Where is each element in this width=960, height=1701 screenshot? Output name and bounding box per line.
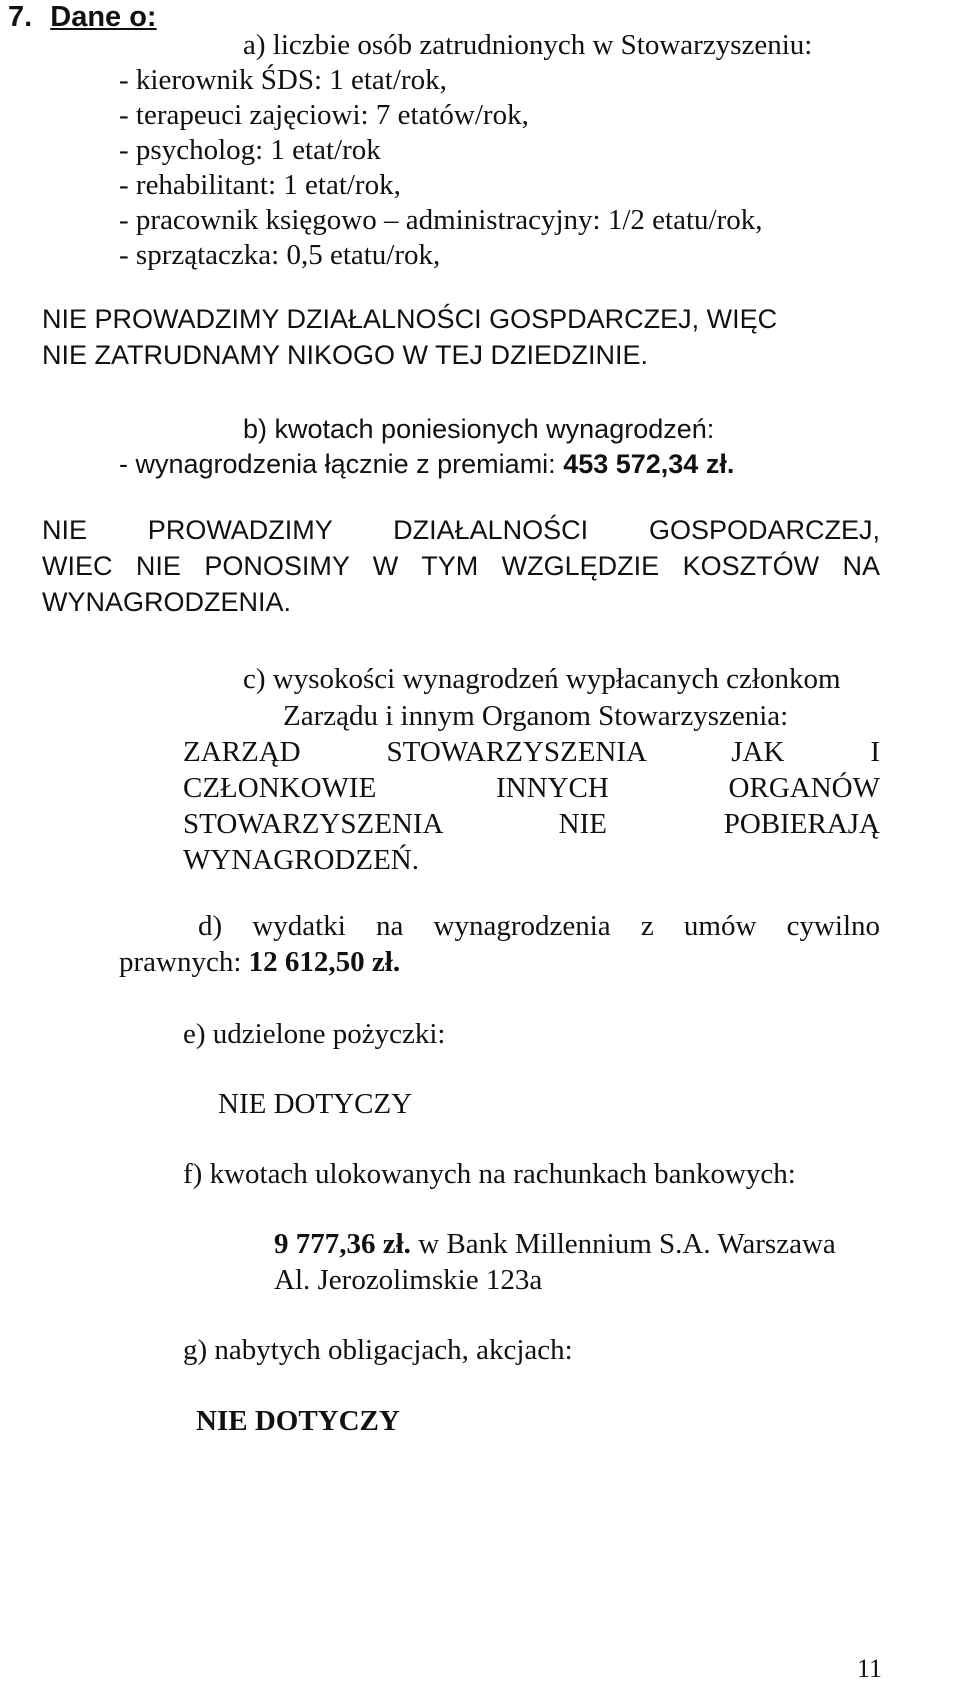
- section-g-heading: g) nabytych obligacjach, akcjach:: [183, 1334, 573, 1366]
- section-b-note-line-1: NIE PROWADZIMY DZIAŁALNOŚCI GOSPODARCZEJ,: [42, 515, 880, 545]
- section-a-item-1: - kierownik ŚDS: 1 etat/rok,: [119, 64, 447, 96]
- section-c-heading-line-1: c) wysokości wynagrodzeń wypłacanych członkom: [243, 663, 841, 695]
- section-a-note-line-1: NIE PROWADZIMY DZIAŁALNOŚCI GOSPDARCZEJ, WIĘC: [42, 304, 778, 334]
- section-header: [8, 0, 157, 36]
- section-c-heading-line-2: Zarządu i innym Organom Stowarzyszenia:: [283, 700, 789, 732]
- section-c-body-line-1: ZARZĄD STOWARZYSZENIA JAK I: [183, 736, 880, 768]
- section-a-heading: a) liczbie osób zatrudnionych w Stowarzyszeniu:: [243, 29, 813, 61]
- section-d-amount: 12 612,50 zł.: [248, 946, 401, 978]
- section-b-item-label: - wynagrodzenia łącznie z premiami:: [119, 449, 564, 479]
- page-number: 11: [857, 1654, 883, 1683]
- section-a-item-4: - rehabilitant: 1 etat/rok,: [119, 169, 401, 201]
- section-b-item: [119, 445, 734, 483]
- section-number: 7.: [8, 1, 33, 33]
- section-c-body-line-4: WYNAGRODZEŃ.: [183, 844, 419, 876]
- section-g-value: NIE DOTYCZY: [196, 1405, 400, 1437]
- section-a-item-5: - pracownik księgowo – administracyjny: 1/2 etatu/rok,: [119, 204, 763, 236]
- section-d-label: prawnych:: [119, 946, 249, 978]
- section-d-line-1: d) wydatki na wynagrodzenia z umów cywilno: [198, 910, 880, 942]
- section-b-heading: b) kwotach poniesionych wynagrodzeń:: [243, 414, 715, 444]
- section-a-item-2: - terapeuci zajęciowi: 7 etatów/rok,: [119, 99, 529, 131]
- section-f-heading: f) kwotach ulokowanych na rachunkach bankowych:: [183, 1158, 796, 1190]
- section-b-note-line-3: WYNAGRODZENIA.: [42, 587, 292, 617]
- section-e-value: NIE DOTYCZY: [218, 1088, 413, 1120]
- section-c-body-line-2: CZŁONKOWIE INNYCH ORGANÓW: [183, 772, 880, 804]
- section-b-note-line-2: WIEC NIE PONOSIMY W TYM WZGLĘDZIE KOSZTÓW NA: [42, 551, 880, 581]
- section-f-bank-line: [274, 1225, 836, 1263]
- section-f-address: Al. Jerozolimskie 123a: [274, 1264, 543, 1296]
- section-f-amount: 9 777,36 zł.: [274, 1228, 411, 1260]
- section-a-note-line-2: NIE ZATRUDNAMY NIKOGO W TEJ DZIEDZINIE.: [42, 340, 649, 370]
- section-a-item-6: - sprzątaczka: 0,5 etatu/rok,: [119, 239, 441, 271]
- section-title: Dane o:: [50, 1, 157, 33]
- section-f-bank: w Bank Millennium S.A. Warszawa: [410, 1228, 836, 1260]
- section-a-item-3: - psycholog: 1 etat/rok: [119, 134, 381, 166]
- section-b-item-amount: 453 572,34 zł.: [563, 449, 735, 479]
- section-e-heading: e) udzielone pożyczki:: [183, 1018, 446, 1050]
- section-d-line-2: [119, 943, 400, 981]
- section-c-body-line-3: STOWARZYSZENIA NIE POBIERAJĄ: [183, 808, 880, 840]
